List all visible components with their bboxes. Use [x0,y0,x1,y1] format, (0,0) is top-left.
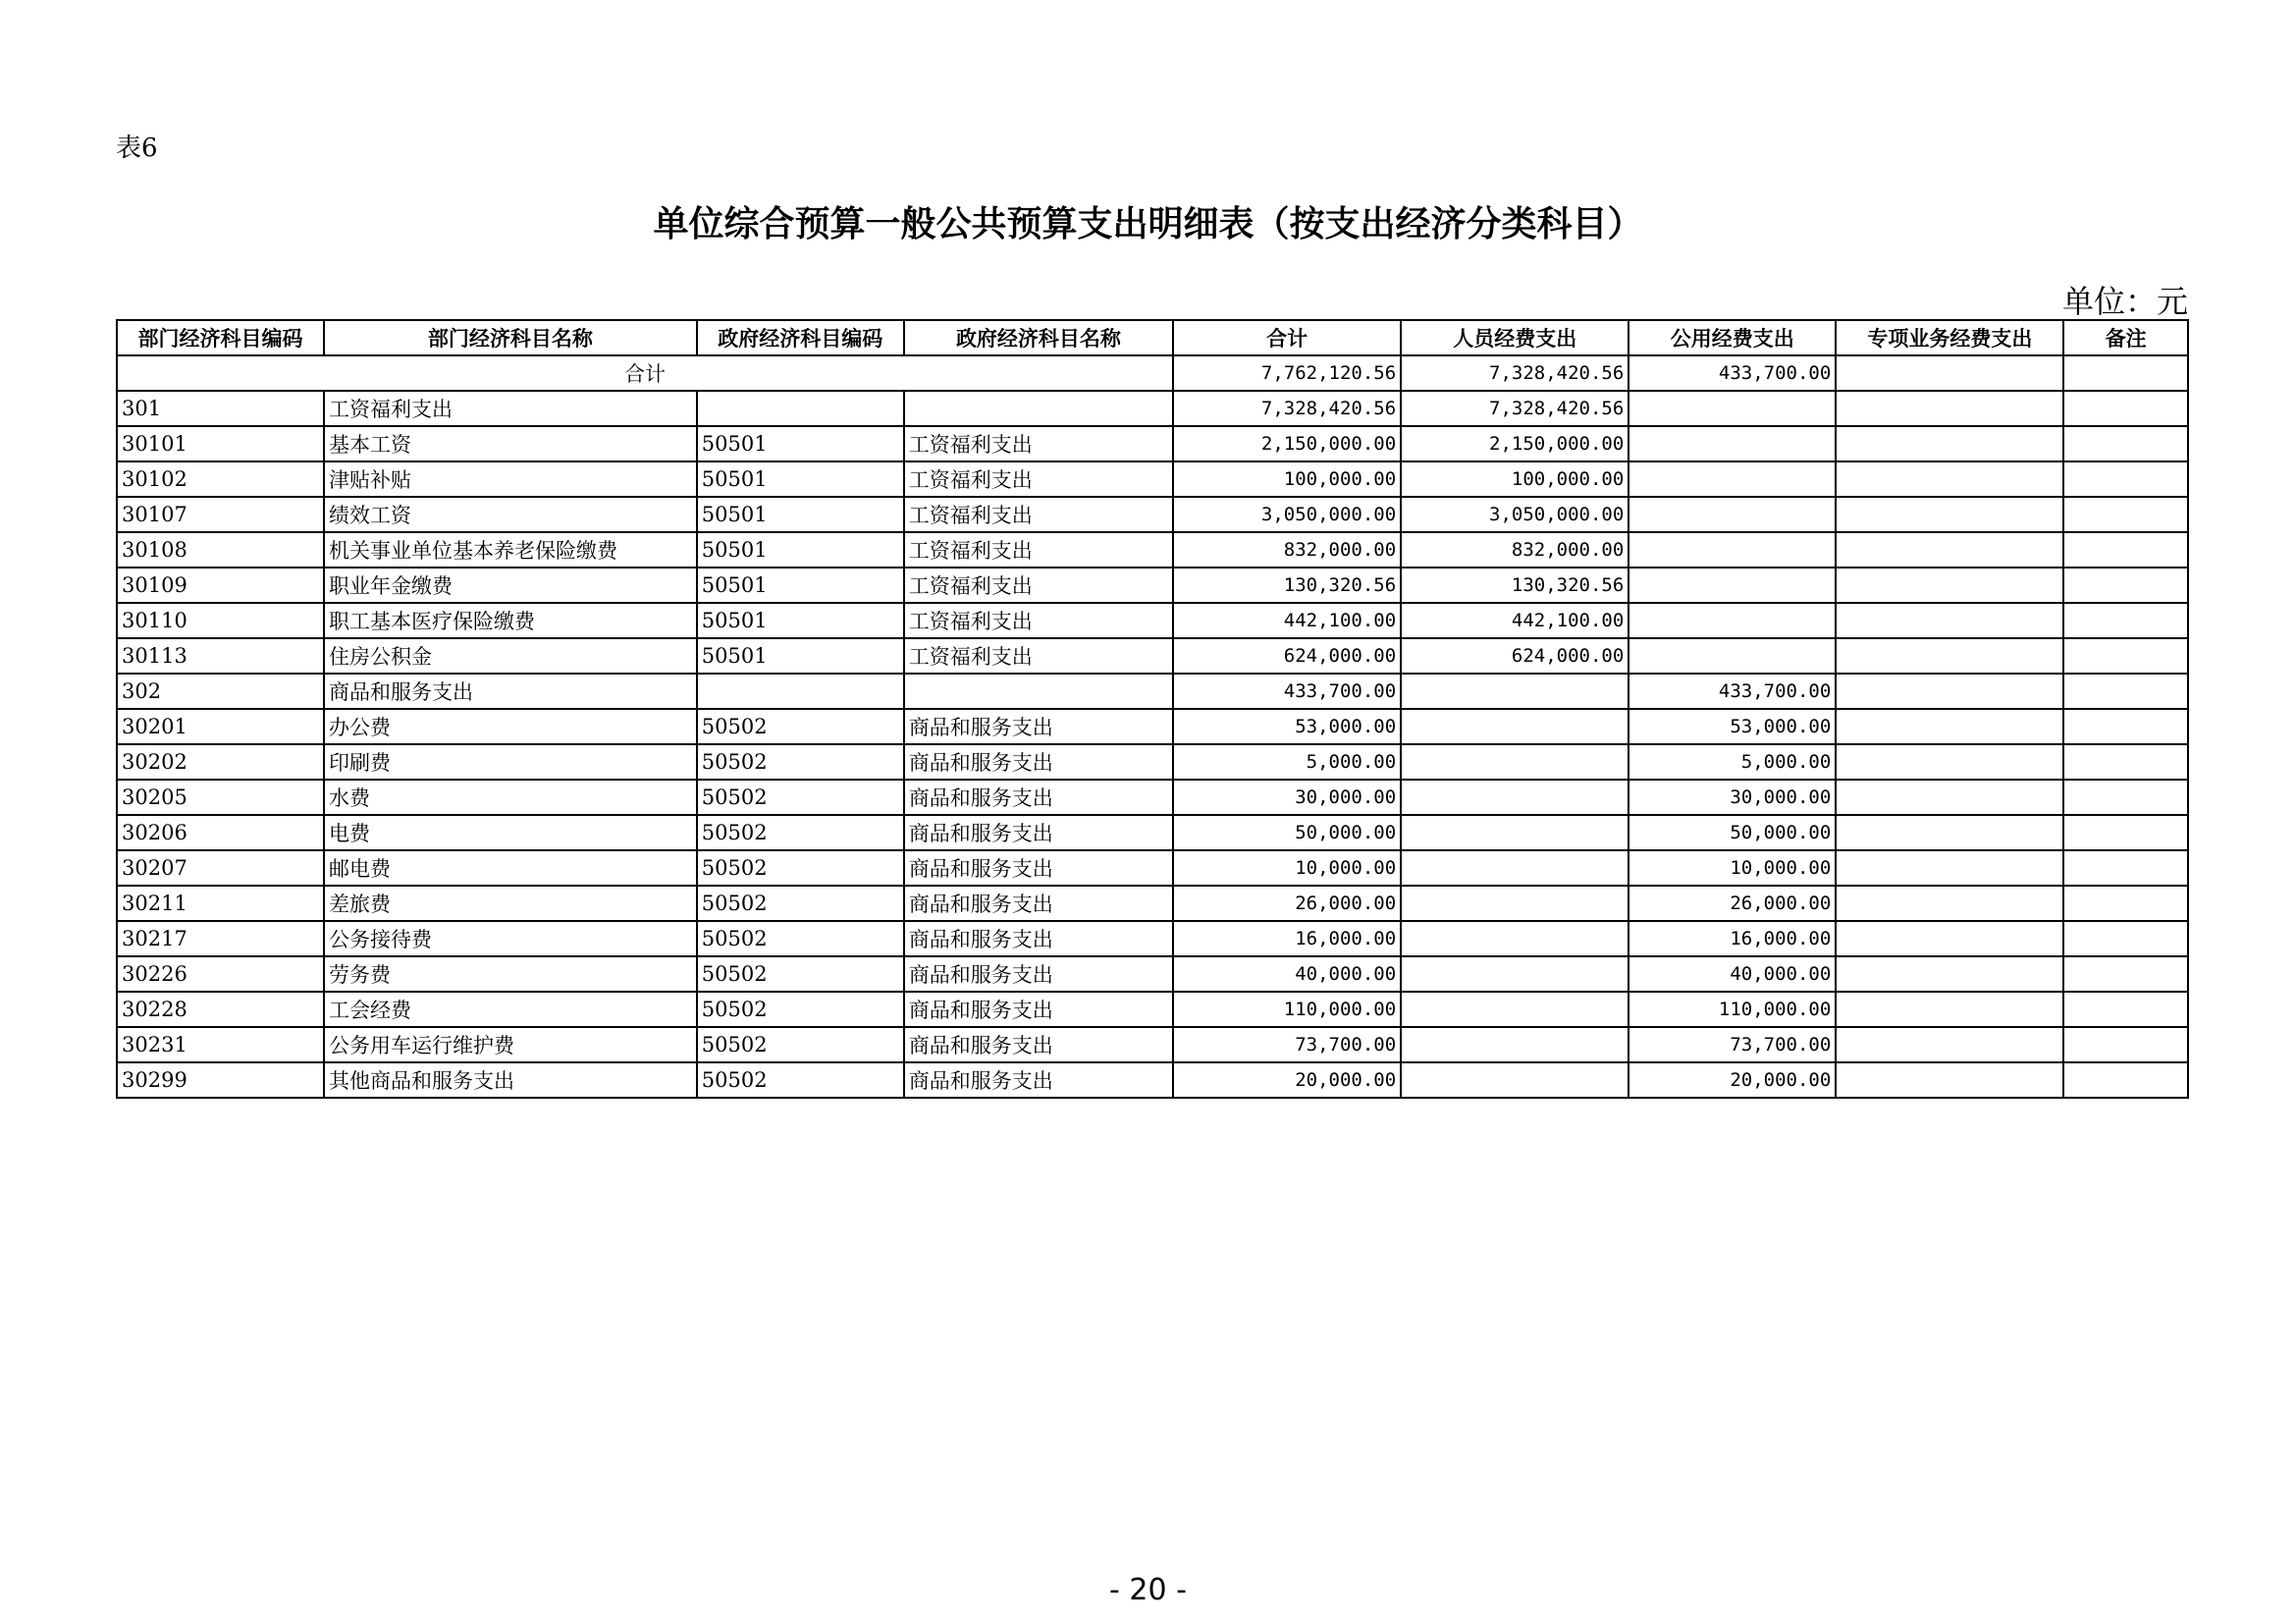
gov-name-cell: 工资福利支出 [904,638,1173,674]
public-cell: 73,700.00 [1629,1027,1836,1062]
public-cell [1629,391,1836,426]
table-row [117,1027,2188,1062]
note-cell [2063,391,2188,426]
special-cell [1836,638,2063,674]
total-cell: 433,700.00 [1173,674,1401,709]
gov-code-cell: 50502 [697,886,904,921]
table-row [117,992,2188,1027]
gov-code-cell: 50502 [697,956,904,992]
dept-code-cell: 30207 [117,850,324,886]
dept-name-cell: 基本工资 [324,426,697,461]
dept-name-cell: 工资福利支出 [324,391,697,426]
public-cell: 26,000.00 [1629,886,1836,921]
personnel-cell: 130,320.56 [1401,568,1629,603]
public-cell: 20,000.00 [1629,1062,1836,1098]
public-cell [1629,461,1836,497]
dept-code-cell: 30101 [117,426,324,461]
gov-code-cell: 50501 [697,426,904,461]
header-public: 公用经费支出 [1629,320,1836,355]
personnel-cell: 3,050,000.00 [1401,497,1629,532]
special-cell [1836,497,2063,532]
table-row [117,461,2188,497]
dept-code-cell: 30217 [117,921,324,956]
gov-name-cell: 工资福利支出 [904,532,1173,568]
dept-name-cell: 职业年金缴费 [324,568,697,603]
total-cell: 16,000.00 [1173,921,1401,956]
personnel-cell: 624,000.00 [1401,638,1629,674]
public-cell: 433,700.00 [1629,674,1836,709]
note-cell [2063,815,2188,850]
public-cell: 40,000.00 [1629,956,1836,992]
dept-code-cell: 30211 [117,886,324,921]
dept-code-cell: 30205 [117,780,324,815]
special-cell [1836,532,2063,568]
dept-name-cell: 印刷费 [324,744,697,780]
gov-code-cell: 50502 [697,780,904,815]
note-cell [2063,744,2188,780]
special-cell [1836,992,2063,1027]
gov-name-cell: 工资福利支出 [904,603,1173,638]
gov-code-cell: 50502 [697,744,904,780]
gov-code-cell: 50501 [697,532,904,568]
note-cell [2063,886,2188,921]
total-cell: 50,000.00 [1173,815,1401,850]
special-cell [1836,674,2063,709]
dept-name-cell: 职工基本医疗保险缴费 [324,603,697,638]
public-cell: 110,000.00 [1629,992,1836,1027]
table-row [117,391,2188,426]
gov-name-cell: 商品和服务支出 [904,956,1173,992]
note-cell [2063,674,2188,709]
gov-name-cell: 工资福利支出 [904,497,1173,532]
total-row [117,355,2188,391]
dept-code-cell: 30226 [117,956,324,992]
total-note [2063,355,2188,391]
public-cell: 30,000.00 [1629,780,1836,815]
total-cell: 2,150,000.00 [1173,426,1401,461]
note-cell [2063,638,2188,674]
personnel-cell [1401,744,1629,780]
table-row [117,603,2188,638]
personnel-cell [1401,956,1629,992]
gov-name-cell: 商品和服务支出 [904,780,1173,815]
dept-name-cell: 水费 [324,780,697,815]
note-cell [2063,780,2188,815]
personnel-cell: 2,150,000.00 [1401,426,1629,461]
gov-name-cell: 工资福利支出 [904,461,1173,497]
public-cell: 5,000.00 [1629,744,1836,780]
table-row [117,426,2188,461]
public-cell: 16,000.00 [1629,921,1836,956]
personnel-cell [1401,674,1629,709]
table-header-row [117,320,2188,355]
dept-code-cell: 30107 [117,497,324,532]
dept-name-cell: 其他商品和服务支出 [324,1062,697,1098]
public-cell [1629,497,1836,532]
header-gov-name: 政府经济科目名称 [904,320,1173,355]
personnel-cell [1401,992,1629,1027]
gov-name-cell: 商品和服务支出 [904,1062,1173,1098]
total-cell: 110,000.00 [1173,992,1401,1027]
total-amount: 7,762,120.56 [1173,355,1401,391]
note-cell [2063,921,2188,956]
gov-code-cell: 50502 [697,850,904,886]
personnel-cell: 7,328,420.56 [1401,391,1629,426]
gov-code-cell: 50502 [697,1027,904,1062]
dept-code-cell: 301 [117,391,324,426]
gov-name-cell: 工资福利支出 [904,568,1173,603]
table-label: 表6 [116,134,158,163]
public-cell: 50,000.00 [1629,815,1836,850]
unit-label: 单位：元 [2061,283,2188,320]
total-cell: 30,000.00 [1173,780,1401,815]
total-special [1836,355,2063,391]
special-cell [1836,780,2063,815]
gov-code-cell: 50502 [697,1062,904,1098]
special-cell [1836,744,2063,780]
table-row [117,850,2188,886]
total-cell: 40,000.00 [1173,956,1401,992]
dept-code-cell: 30231 [117,1027,324,1062]
page-number: - 20 - [1109,1573,1187,1607]
table-row [117,1062,2188,1098]
header-special: 专项业务经费支出 [1836,320,2063,355]
public-cell [1629,426,1836,461]
gov-name-cell: 商品和服务支出 [904,886,1173,921]
gov-code-cell [697,674,904,709]
table-row [117,568,2188,603]
table-row [117,744,2188,780]
special-cell [1836,461,2063,497]
table-row [117,709,2188,744]
dept-name-cell: 公务用车运行维护费 [324,1027,697,1062]
budget-table [116,319,2189,1099]
header-gov-code: 政府经济科目编码 [697,320,904,355]
dept-name-cell: 邮电费 [324,850,697,886]
total-cell: 624,000.00 [1173,638,1401,674]
dept-code-cell: 30202 [117,744,324,780]
dept-code-cell: 30108 [117,532,324,568]
note-cell [2063,603,2188,638]
gov-code-cell: 50502 [697,992,904,1027]
total-cell: 73,700.00 [1173,1027,1401,1062]
total-cell: 7,328,420.56 [1173,391,1401,426]
personnel-cell [1401,1062,1629,1098]
note-cell [2063,956,2188,992]
special-cell [1836,603,2063,638]
table-row [117,780,2188,815]
gov-code-cell: 50501 [697,603,904,638]
personnel-cell [1401,1027,1629,1062]
total-cell: 100,000.00 [1173,461,1401,497]
personnel-cell [1401,815,1629,850]
total-cell: 130,320.56 [1173,568,1401,603]
total-cell: 5,000.00 [1173,744,1401,780]
dept-name-cell: 绩效工资 [324,497,697,532]
dept-code-cell: 30102 [117,461,324,497]
header-total: 合计 [1173,320,1401,355]
gov-code-cell: 50502 [697,815,904,850]
gov-name-cell: 商品和服务支出 [904,815,1173,850]
note-cell [2063,850,2188,886]
dept-name-cell: 津贴补贴 [324,461,697,497]
dept-name-cell: 住房公积金 [324,638,697,674]
public-cell [1629,532,1836,568]
dept-name-cell: 办公费 [324,709,697,744]
special-cell [1836,391,2063,426]
special-cell [1836,709,2063,744]
page-title: 单位综合预算一般公共预算支出明细表（按支出经济分类科目） [653,204,1643,244]
header-dept-name: 部门经济科目名称 [324,320,697,355]
table-row [117,532,2188,568]
dept-name-cell: 工会经费 [324,992,697,1027]
personnel-cell [1401,850,1629,886]
note-cell [2063,426,2188,461]
gov-name-cell [904,674,1173,709]
dept-code-cell: 30206 [117,815,324,850]
gov-code-cell: 50501 [697,461,904,497]
personnel-cell: 100,000.00 [1401,461,1629,497]
total-personnel: 7,328,420.56 [1401,355,1629,391]
dept-name-cell: 公务接待费 [324,921,697,956]
public-cell [1629,603,1836,638]
note-cell [2063,461,2188,497]
public-cell: 53,000.00 [1629,709,1836,744]
table-row [117,674,2188,709]
dept-code-cell: 30110 [117,603,324,638]
special-cell [1836,568,2063,603]
dept-name-cell: 电费 [324,815,697,850]
table-row [117,638,2188,674]
note-cell [2063,568,2188,603]
special-cell [1836,1027,2063,1062]
gov-code-cell: 50502 [697,921,904,956]
personnel-cell: 832,000.00 [1401,532,1629,568]
dept-name-cell: 劳务费 [324,956,697,992]
special-cell [1836,426,2063,461]
special-cell [1836,850,2063,886]
dept-code-cell: 30299 [117,1062,324,1098]
special-cell [1836,815,2063,850]
dept-code-cell: 30228 [117,992,324,1027]
note-cell [2063,1062,2188,1098]
note-cell [2063,709,2188,744]
gov-name-cell: 商品和服务支出 [904,921,1173,956]
gov-code-cell [697,391,904,426]
table-row [117,886,2188,921]
special-cell [1836,886,2063,921]
personnel-cell: 442,100.00 [1401,603,1629,638]
total-public: 433,700.00 [1629,355,1836,391]
total-cell: 20,000.00 [1173,1062,1401,1098]
table-row [117,921,2188,956]
total-cell: 10,000.00 [1173,850,1401,886]
gov-code-cell: 50501 [697,638,904,674]
gov-name-cell: 商品和服务支出 [904,744,1173,780]
total-cell: 53,000.00 [1173,709,1401,744]
gov-name-cell: 工资福利支出 [904,426,1173,461]
header-note: 备注 [2063,320,2188,355]
personnel-cell [1401,709,1629,744]
total-cell: 26,000.00 [1173,886,1401,921]
note-cell [2063,497,2188,532]
dept-name-cell: 商品和服务支出 [324,674,697,709]
gov-code-cell: 50502 [697,709,904,744]
total-cell: 3,050,000.00 [1173,497,1401,532]
header-personnel: 人员经费支出 [1401,320,1629,355]
gov-code-cell: 50501 [697,497,904,532]
note-cell [2063,992,2188,1027]
gov-code-cell: 50501 [697,568,904,603]
gov-name-cell: 商品和服务支出 [904,992,1173,1027]
total-cell: 832,000.00 [1173,532,1401,568]
table-row [117,956,2188,992]
personnel-cell [1401,886,1629,921]
public-cell [1629,568,1836,603]
gov-name-cell: 商品和服务支出 [904,850,1173,886]
gov-name-cell [904,391,1173,426]
dept-code-cell: 30113 [117,638,324,674]
table-row [117,497,2188,532]
table-row [117,815,2188,850]
dept-code-cell: 30109 [117,568,324,603]
public-cell: 10,000.00 [1629,850,1836,886]
special-cell [1836,1062,2063,1098]
total-cell: 442,100.00 [1173,603,1401,638]
gov-name-cell: 商品和服务支出 [904,1027,1173,1062]
dept-name-cell: 差旅费 [324,886,697,921]
dept-code-cell: 30201 [117,709,324,744]
gov-name-cell: 商品和服务支出 [904,709,1173,744]
personnel-cell [1401,921,1629,956]
personnel-cell [1401,780,1629,815]
note-cell [2063,1027,2188,1062]
special-cell [1836,921,2063,956]
note-cell [2063,532,2188,568]
special-cell [1836,956,2063,992]
public-cell [1629,638,1836,674]
dept-name-cell: 机关事业单位基本养老保险缴费 [324,532,697,568]
header-dept-code: 部门经济科目编码 [117,320,324,355]
total-label: 合计 [117,355,1173,391]
dept-code-cell: 302 [117,674,324,709]
